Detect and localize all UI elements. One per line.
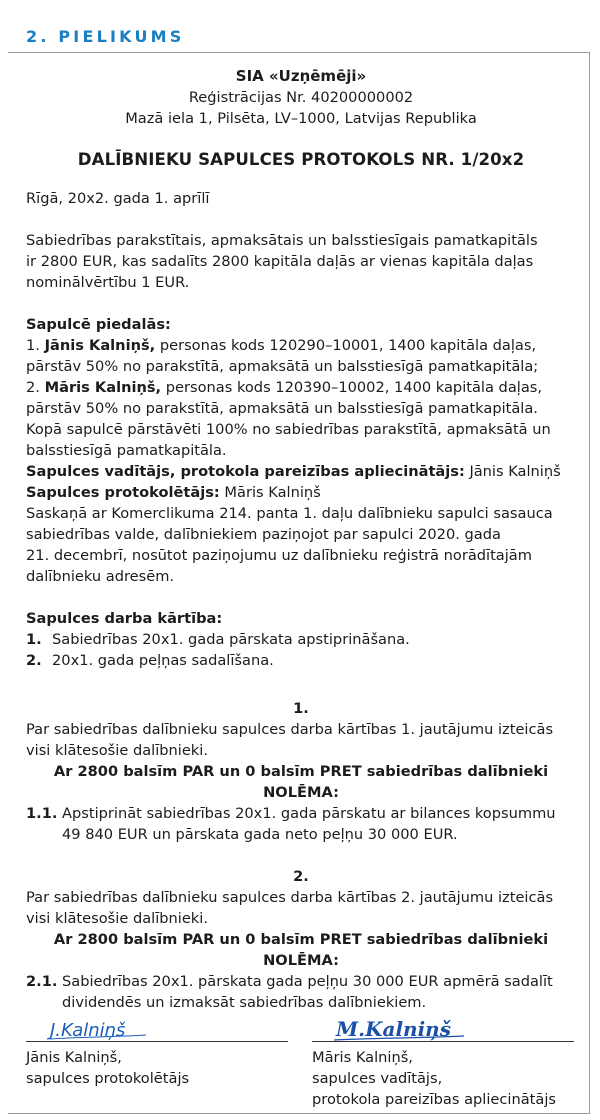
item-2-number: 2. [293, 868, 309, 885]
signatory-role: sapulces protokolētājs [26, 1070, 190, 1087]
signature-handwriting: M.Kalniņš [336, 1017, 451, 1041]
signature-line [312, 1041, 574, 1042]
item-2-discussion: Par sabiedrības dalībnieku sapulces darba kārtības 2. jautājumu izteicās [26, 889, 554, 906]
total-representation: Kopā sapulcē pārstāvēti 100% no sabiedrības parakstītā, apmaksātā un [26, 421, 551, 438]
signature-line [26, 1041, 288, 1042]
item-2-votes: Ar 2800 balsīm PAR un 0 balsīm PRET sabiedrības dalībnieki [53, 931, 549, 948]
participant-2-share: pārstāv 50% no parakstītā, apmaksātā un balsstiesīgā pamatkapitāla. [26, 400, 538, 417]
handwritten-signature-right [332, 1012, 472, 1044]
participant-number: 2. [26, 379, 40, 396]
capital-line: ir 2800 EUR, kas sadalīts 2800 kapitāla daļās ar vienas kapitāla daļas [26, 253, 534, 270]
decision-number: 1.1. [26, 805, 58, 822]
agenda-item-number: 1. [26, 631, 42, 648]
capital-paragraph [26, 230, 576, 293]
convened-line: dalībnieku adresēm. [26, 568, 175, 585]
signatory-name: Māris Kalniņš, [312, 1049, 413, 1066]
decision-line: Apstiprināt sabiedrības 20x1. gada pārskatu ar bilances kopsummu [62, 805, 556, 822]
decision-2-1 [26, 971, 576, 1013]
appendix-label: 2. PIELIKUMS [26, 27, 185, 46]
total-representation: balsstiesīgā pamatkapitāla. [26, 442, 227, 459]
signatory-text [312, 1047, 556, 1110]
decision-1-1 [26, 803, 576, 845]
convened-line: sabiedrības valde, dalībniekiem paziņojot par sapulci 2020. gada [26, 526, 501, 543]
item-1-number: 1. [293, 700, 309, 717]
participants-heading: Sapulcē piedalās: [26, 316, 171, 333]
participant-name: Jānis Kalniņš, [44, 337, 156, 354]
convened-line: 21. decembrī, nosūtot paziņojumu uz dalībnieku reģistrā norādītajām [26, 547, 532, 564]
item-1-discussion: visi klātesošie dalībnieki. [26, 742, 208, 759]
participant-details: personas kods 120290–10001, 1400 kapitāla daļas, [159, 337, 537, 354]
agenda-item-text: Sabiedrības 20x1. gada pārskata apstiprināšana. [52, 631, 410, 648]
capital-line: nominālvērtību 1 EUR. [26, 274, 190, 291]
decision-number: 2.1. [26, 973, 58, 990]
participant-details: personas kods 120390–10002, 1400 kapitāla daļas, [165, 379, 543, 396]
agenda-item-number: 2. [26, 652, 42, 669]
decision-line: 49 840 EUR un pārskata gada neto peļņu 30 000 EUR. [62, 826, 458, 843]
signatory-name: Jānis Kalniņš, [26, 1049, 122, 1066]
agenda-heading: Sapulces darba kārtība: [26, 610, 223, 627]
item-2-discussion: visi klātesošie dalībnieki. [26, 910, 208, 927]
participant-2 [26, 377, 576, 398]
signature-handwriting: J.Kalniņš [50, 1020, 126, 1041]
convened-paragraph [26, 503, 576, 587]
item-1-votes: Ar 2800 balsīm PAR un 0 balsīm PRET sabiedrības dalībnieki [53, 763, 549, 780]
signatory-role: sapulces vadītājs, [312, 1070, 443, 1087]
secretary-line [26, 482, 576, 503]
participant-number: 1. [26, 337, 40, 354]
decision-text [62, 803, 576, 845]
item-1-decided: NOLĒMA: [263, 784, 339, 801]
participant-1-share: pārstāv 50% no parakstītā, apmaksātā un balsstiesīgā pamatkapitāla; [26, 358, 539, 375]
signatory-role: protokola pareizības apliecinātājs [312, 1091, 556, 1108]
company-address: Mazā iela 1, Pilsēta, LV–1000, Latvijas Republika [125, 110, 477, 127]
participant-1 [26, 335, 576, 356]
protocol-content [26, 66, 576, 1013]
protocol-title: DALĪBNIEKU SAPULCES PROTOKOLS NR. 1/20x2 [77, 150, 525, 169]
secretary-label: Sapulces protokolētājs: [26, 484, 220, 501]
handwritten-signature-left [46, 1012, 156, 1044]
item-2-decided: NOLĒMA: [263, 952, 339, 969]
signatory-text [26, 1047, 189, 1089]
decision-line: Sabiedrības 20x1. pārskata gada peļņu 30 000 EUR apmērā sadalīt [62, 973, 553, 990]
registration-number: Reģistrācijas Nr. 40200000002 [188, 89, 414, 106]
convened-line: Saskaņā ar Komerclikuma 214. panta 1. daļu dalībnieku sapulci sasauca [26, 505, 553, 522]
company-name: SIA «Uzņēmēji» [235, 67, 367, 85]
secretary-name: Māris Kalniņš [224, 484, 321, 501]
agenda-item-text: 20x1. gada peļņas sadalīšana. [52, 652, 274, 669]
participant-name: Māris Kalniņš, [44, 379, 162, 396]
agenda-item [26, 629, 576, 650]
agenda-item [26, 650, 576, 671]
decision-line: dividendēs un izmaksāt sabiedrības dalībniekiem. [62, 994, 427, 1011]
place-date: Rīgā, 20x2. gada 1. aprīlī [26, 190, 210, 207]
chair-name: Jānis Kalniņš [469, 463, 561, 480]
signature-block [26, 1010, 574, 1110]
item-1-discussion: Par sabiedrības dalībnieku sapulces darba kārtības 1. jautājumu izteicās [26, 721, 554, 738]
chair-label: Sapulces vadītājs, protokola pareizības apliecinātājs: [26, 463, 465, 480]
decision-text [62, 971, 576, 1013]
chair-line [26, 461, 576, 482]
capital-line: Sabiedrības parakstītais, apmaksātais un balsstiesīgais pamatkapitāls [26, 232, 538, 249]
